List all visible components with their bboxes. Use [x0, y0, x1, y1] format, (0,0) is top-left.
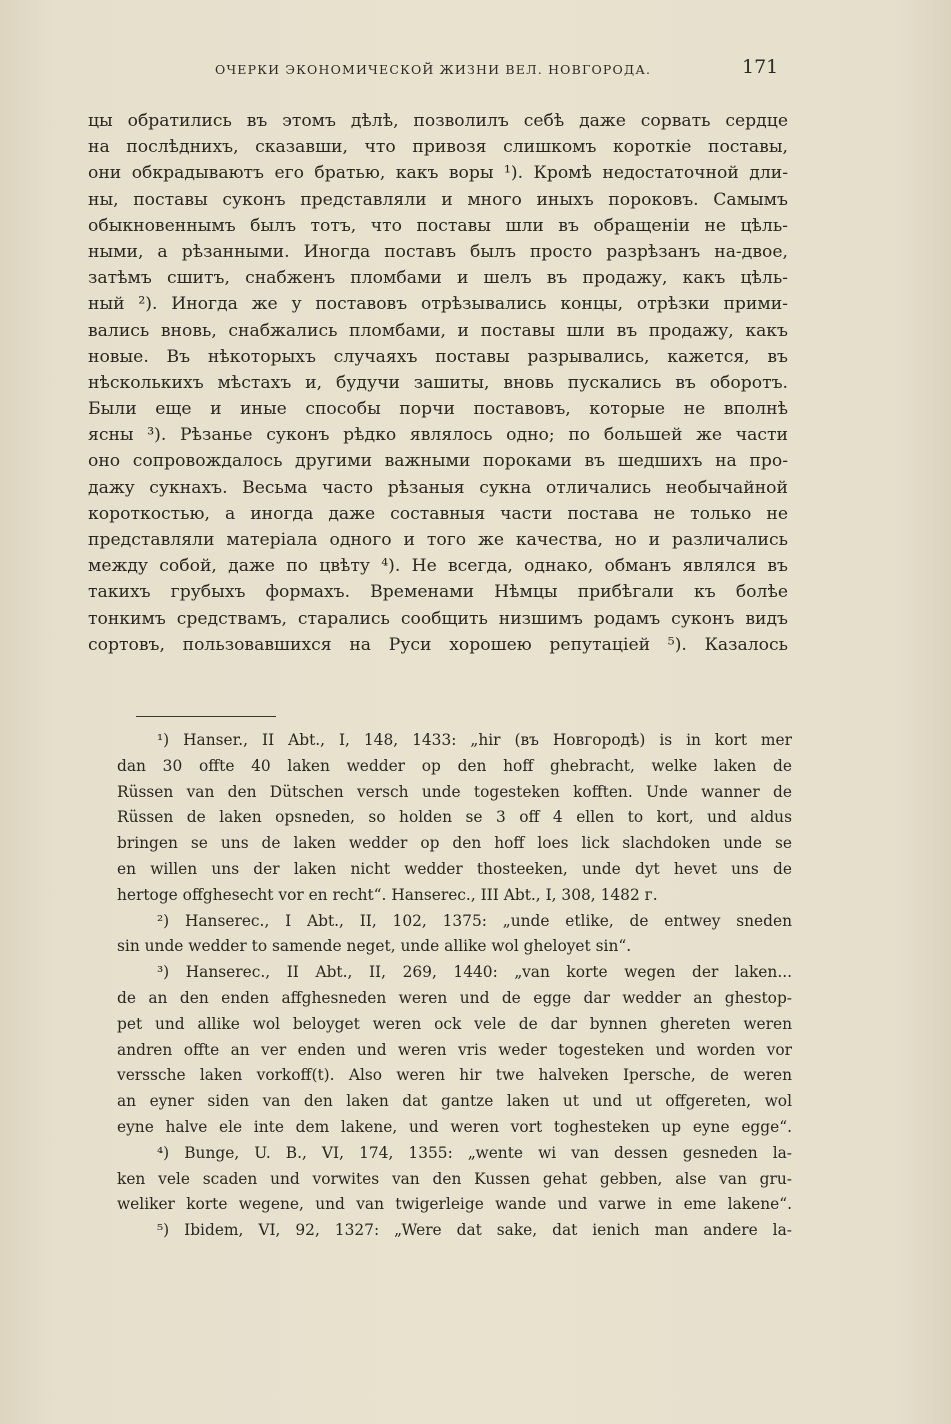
body-line: такихъ грубыхъ формахъ. Временами Нѣмцы прибѣгали къ болѣе — [88, 582, 788, 603]
footnote-line: pet und allike wol beloyget weren ock vele de dar bynnen ghereten weren — [117, 1014, 792, 1033]
footnote-line: eyne halve ele inte dem lakene, und weren vort toghesteken up eyne egge“. — [117, 1117, 792, 1136]
footnote-line: ¹) Hanser., II Abt., I, 148, 1433: „hir (въ Новгородѣ) is in kort mer — [157, 731, 792, 749]
body-line: на послѣднихъ, сказавши, что привозя слишкомъ короткіе поставы, — [88, 137, 788, 158]
footnote-line: ²) Hanserec., I Abt., II, 102, 1375: „unde etlike, de entwey sneden — [157, 911, 792, 930]
body-line: они обкрадываютъ его братью, какъ воры ¹). Кромѣ недостаточной дли- — [88, 163, 788, 184]
body-line: цы обратились въ этомъ дѣлѣ, позволилъ себѣ даже сорвать сердце — [88, 111, 788, 131]
footnote-line: hertoge offghesecht vor en recht“. Hanserec., III Abt., I, 308, 1482 г. — [117, 885, 658, 904]
footnote-line: ⁴) Bunge, U. B., VI, 174, 1355: „wente wi van dessen gesneden la- — [157, 1143, 792, 1162]
footnote-line: dan 30 offte 40 laken wedder op den hoff ghebracht, welke laken de — [117, 756, 792, 775]
body-line: короткостью, а иногда даже составныя части постава не только не — [88, 503, 788, 524]
body-line: вались вновь, снабжались пломбами, и поставы шли въ продажу, какъ — [88, 320, 788, 341]
body-line: оно сопровождалось другими важными пороками въ шедшихъ на про- — [88, 451, 788, 472]
footnote-divider — [136, 716, 276, 717]
footnote-line: ⁵) Ibidem, VI, 92, 1327: „Were dat sake, dat ienich man andere la- — [157, 1221, 792, 1240]
footnote-line: an eyner siden van den laken dat gantze laken ut und ut offgereten, wol — [117, 1092, 792, 1111]
footnote-line: Rüssen de laken opsneden, so holden se 3 off 4 ellen to kort, und aldus — [117, 808, 792, 827]
footnote-line: verssche laken vorkoff(t). Also weren hir twe halveken Ipersche, de weren — [117, 1066, 792, 1085]
body-line: ный ²). Иногда же у поставовъ отрѣзывались концы, отрѣзки прими- — [88, 294, 788, 315]
body-line: ны, поставы суконъ представляли и много иныхъ пороковъ. Самымъ — [88, 189, 788, 210]
footnote-line: de an den enden affghesneden weren und de egge dar wedder an ghestop- — [117, 988, 792, 1007]
footnote-line: ³) Hanserec., II Abt., II, 269, 1440: „van korte wegen der laken... — [157, 963, 792, 982]
footnotes — [117, 728, 792, 1244]
body-line: тонкимъ средствамъ, старались сообщить низшимъ родамъ суконъ видъ — [88, 608, 788, 629]
footnote-line: Rüssen van den Dütschen versch unde togesteken kofften. Unde wanner de — [117, 782, 792, 801]
page-number: 171 — [742, 56, 779, 78]
body-line: обыкновеннымъ былъ тотъ, что поставы шли въ обращеніи не цѣль- — [88, 215, 788, 236]
body-line: Были еще и иные способы порчи поставовъ, которые не вполнѣ — [88, 399, 788, 420]
body-line: между собой, даже по цвѣту ⁴). Не всегда, однако, обманъ являлся въ — [88, 556, 788, 577]
footnote-line: sin unde wedder to samende neget, unde allike wol gheloyet sin“. — [117, 937, 632, 956]
body-line: ными, а рѣзанными. Иногда поставъ былъ просто разрѣзанъ на-двое, — [88, 241, 788, 262]
body-line: ясны ³). Рѣзанье суконъ рѣдко являлось одно; по большей же части — [88, 425, 788, 446]
footnote-line: ken vele scaden und vorwites van den Kussen gehat gebben, alse van gru- — [117, 1169, 792, 1188]
footnote-line: andren offte an ver enden und weren vris weder togesteken und worden vor — [117, 1040, 792, 1059]
footnote-line: en willen uns der laken nicht wedder thosteeken, unde dyt hevet uns de — [117, 859, 792, 878]
body-line: представляли матеріала одного и того же качества, но и различались — [88, 530, 788, 550]
body-line: нѣсколькихъ мѣстахъ и, будучи зашиты, вновь пускались въ оборотъ. — [88, 372, 788, 393]
body-line: дажу сукнахъ. Весьма часто рѣзаныя сукна отличались необычайной — [88, 477, 788, 498]
body-line: затѣмъ сшитъ, снабженъ пломбами и шелъ въ продажу, какъ цѣль- — [88, 268, 788, 289]
body-line: сортовъ, пользовавшихся на Руси хорошею репутаціей ⁵). Казалось — [88, 634, 788, 655]
footnote-line: bringen se uns de laken wedder op den hoff loes lick slachdoken unde se — [117, 834, 792, 853]
body-line: новые. Въ нѣкоторыхъ случаяхъ поставы разрывались, кажется, въ — [88, 346, 788, 367]
main-text — [88, 108, 788, 658]
footnote-line: weliker korte wegene, und van twigerleige wande und varwe in eme lakene“. — [117, 1195, 792, 1214]
running-title: ОЧЕРКИ ЭКОНОМИЧЕСКОЙ ЖИЗНИ ВЕЛ. НОВГОРОДА. — [215, 62, 652, 77]
